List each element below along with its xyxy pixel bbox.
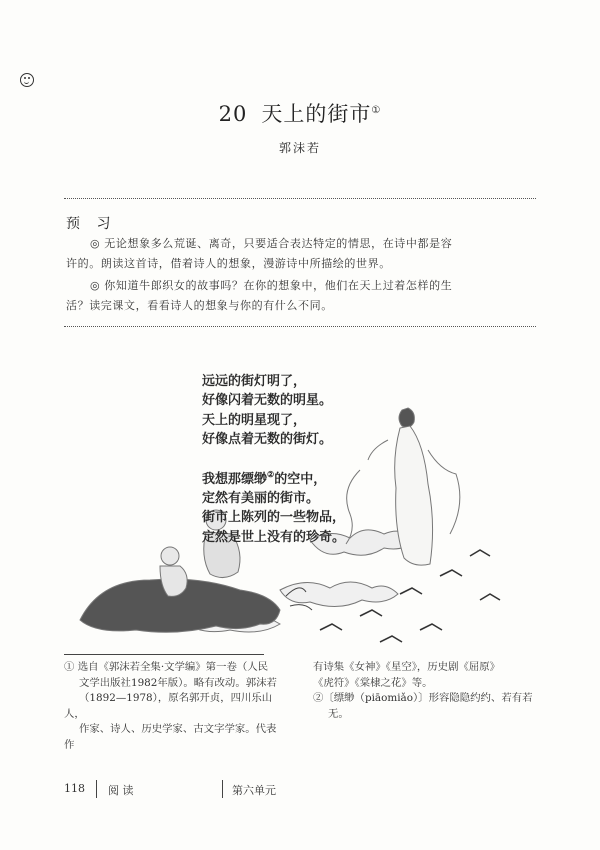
poem-line: 好像闪着无数的明星。: [202, 393, 333, 409]
footnote-line: 文学出版社1982年版）。略有改动。郭沫若: [79, 676, 277, 689]
preview-line: 活？读完课文，看看诗人的想象与你的有什么不同。: [66, 299, 333, 312]
section-label: 阅 读: [108, 784, 134, 797]
footnote-2: [313, 660, 539, 722]
poem-line: 定然是世上没有的珍奇。: [202, 529, 346, 545]
smiley-icon: [20, 73, 34, 87]
preview-paragraph-2: [66, 276, 532, 316]
title-text: 天上的街市: [261, 102, 372, 126]
preview-heading: 预 习: [66, 216, 117, 232]
preview-line: ◎ 无论想象多么荒诞、离奇，只要适合表达特定的情思，在诗中都是容: [90, 237, 453, 250]
author: 郭沫若: [278, 141, 321, 155]
poem-line: 定然有美丽的街市。: [202, 491, 320, 507]
lesson-title: [0, 98, 600, 128]
footer-divider: [222, 780, 223, 798]
poem-line: 好像点着无数的街灯。: [202, 432, 333, 448]
poem: [202, 372, 345, 547]
dotted-divider: [64, 326, 536, 327]
footer-divider: [96, 780, 97, 798]
poem-line: 街市上陈列的一些物品，: [202, 510, 346, 526]
poem-text: 的空中，: [274, 471, 327, 487]
poem-line: 远远的街灯明了，: [202, 374, 307, 389]
footnote-line: 无。: [328, 707, 349, 720]
footnote-line: ②〔缥缈（piāomiǎo）〕形容隐隐约约、若有若: [313, 692, 533, 704]
preview-paragraph-1: [66, 234, 532, 274]
footnote-line: （1892—1978），原名郭开贞，四川乐山人，: [64, 692, 273, 720]
footnote-line: 作家、诗人、历史学家、古文字学家。代表作: [64, 723, 277, 751]
footnote-mark: ②: [267, 468, 275, 479]
footnote-1: [64, 660, 282, 753]
page-number: 118: [64, 782, 85, 795]
footnote-line: 有诗集《女神》《星空》，历史剧《屈原》: [313, 661, 501, 673]
unit-label: 第六单元: [232, 784, 276, 797]
preview-line: 许的。朗读这首诗，借着诗人的想象，漫游诗中所描绘的世界。: [66, 257, 391, 270]
footnote-mark: ①: [371, 105, 382, 116]
poem-line: 天上的明星现了，: [202, 412, 307, 428]
footnote-line: 《虎符》《棠棣之花》等。: [313, 676, 433, 689]
poem-text: 我想那缥缈: [202, 471, 268, 487]
poem-line: [202, 465, 345, 489]
footnote-rule: [64, 654, 264, 655]
preview-line: ◎ 你知道牛郎织女的故事吗？在你的想象中，他们在天上过着怎样的生: [90, 279, 453, 292]
footnote-line: ① 选自《郭沫若全集·文学编》第一卷（人民: [64, 661, 269, 673]
lesson-number: 20: [218, 102, 248, 126]
dotted-divider: [64, 198, 536, 199]
